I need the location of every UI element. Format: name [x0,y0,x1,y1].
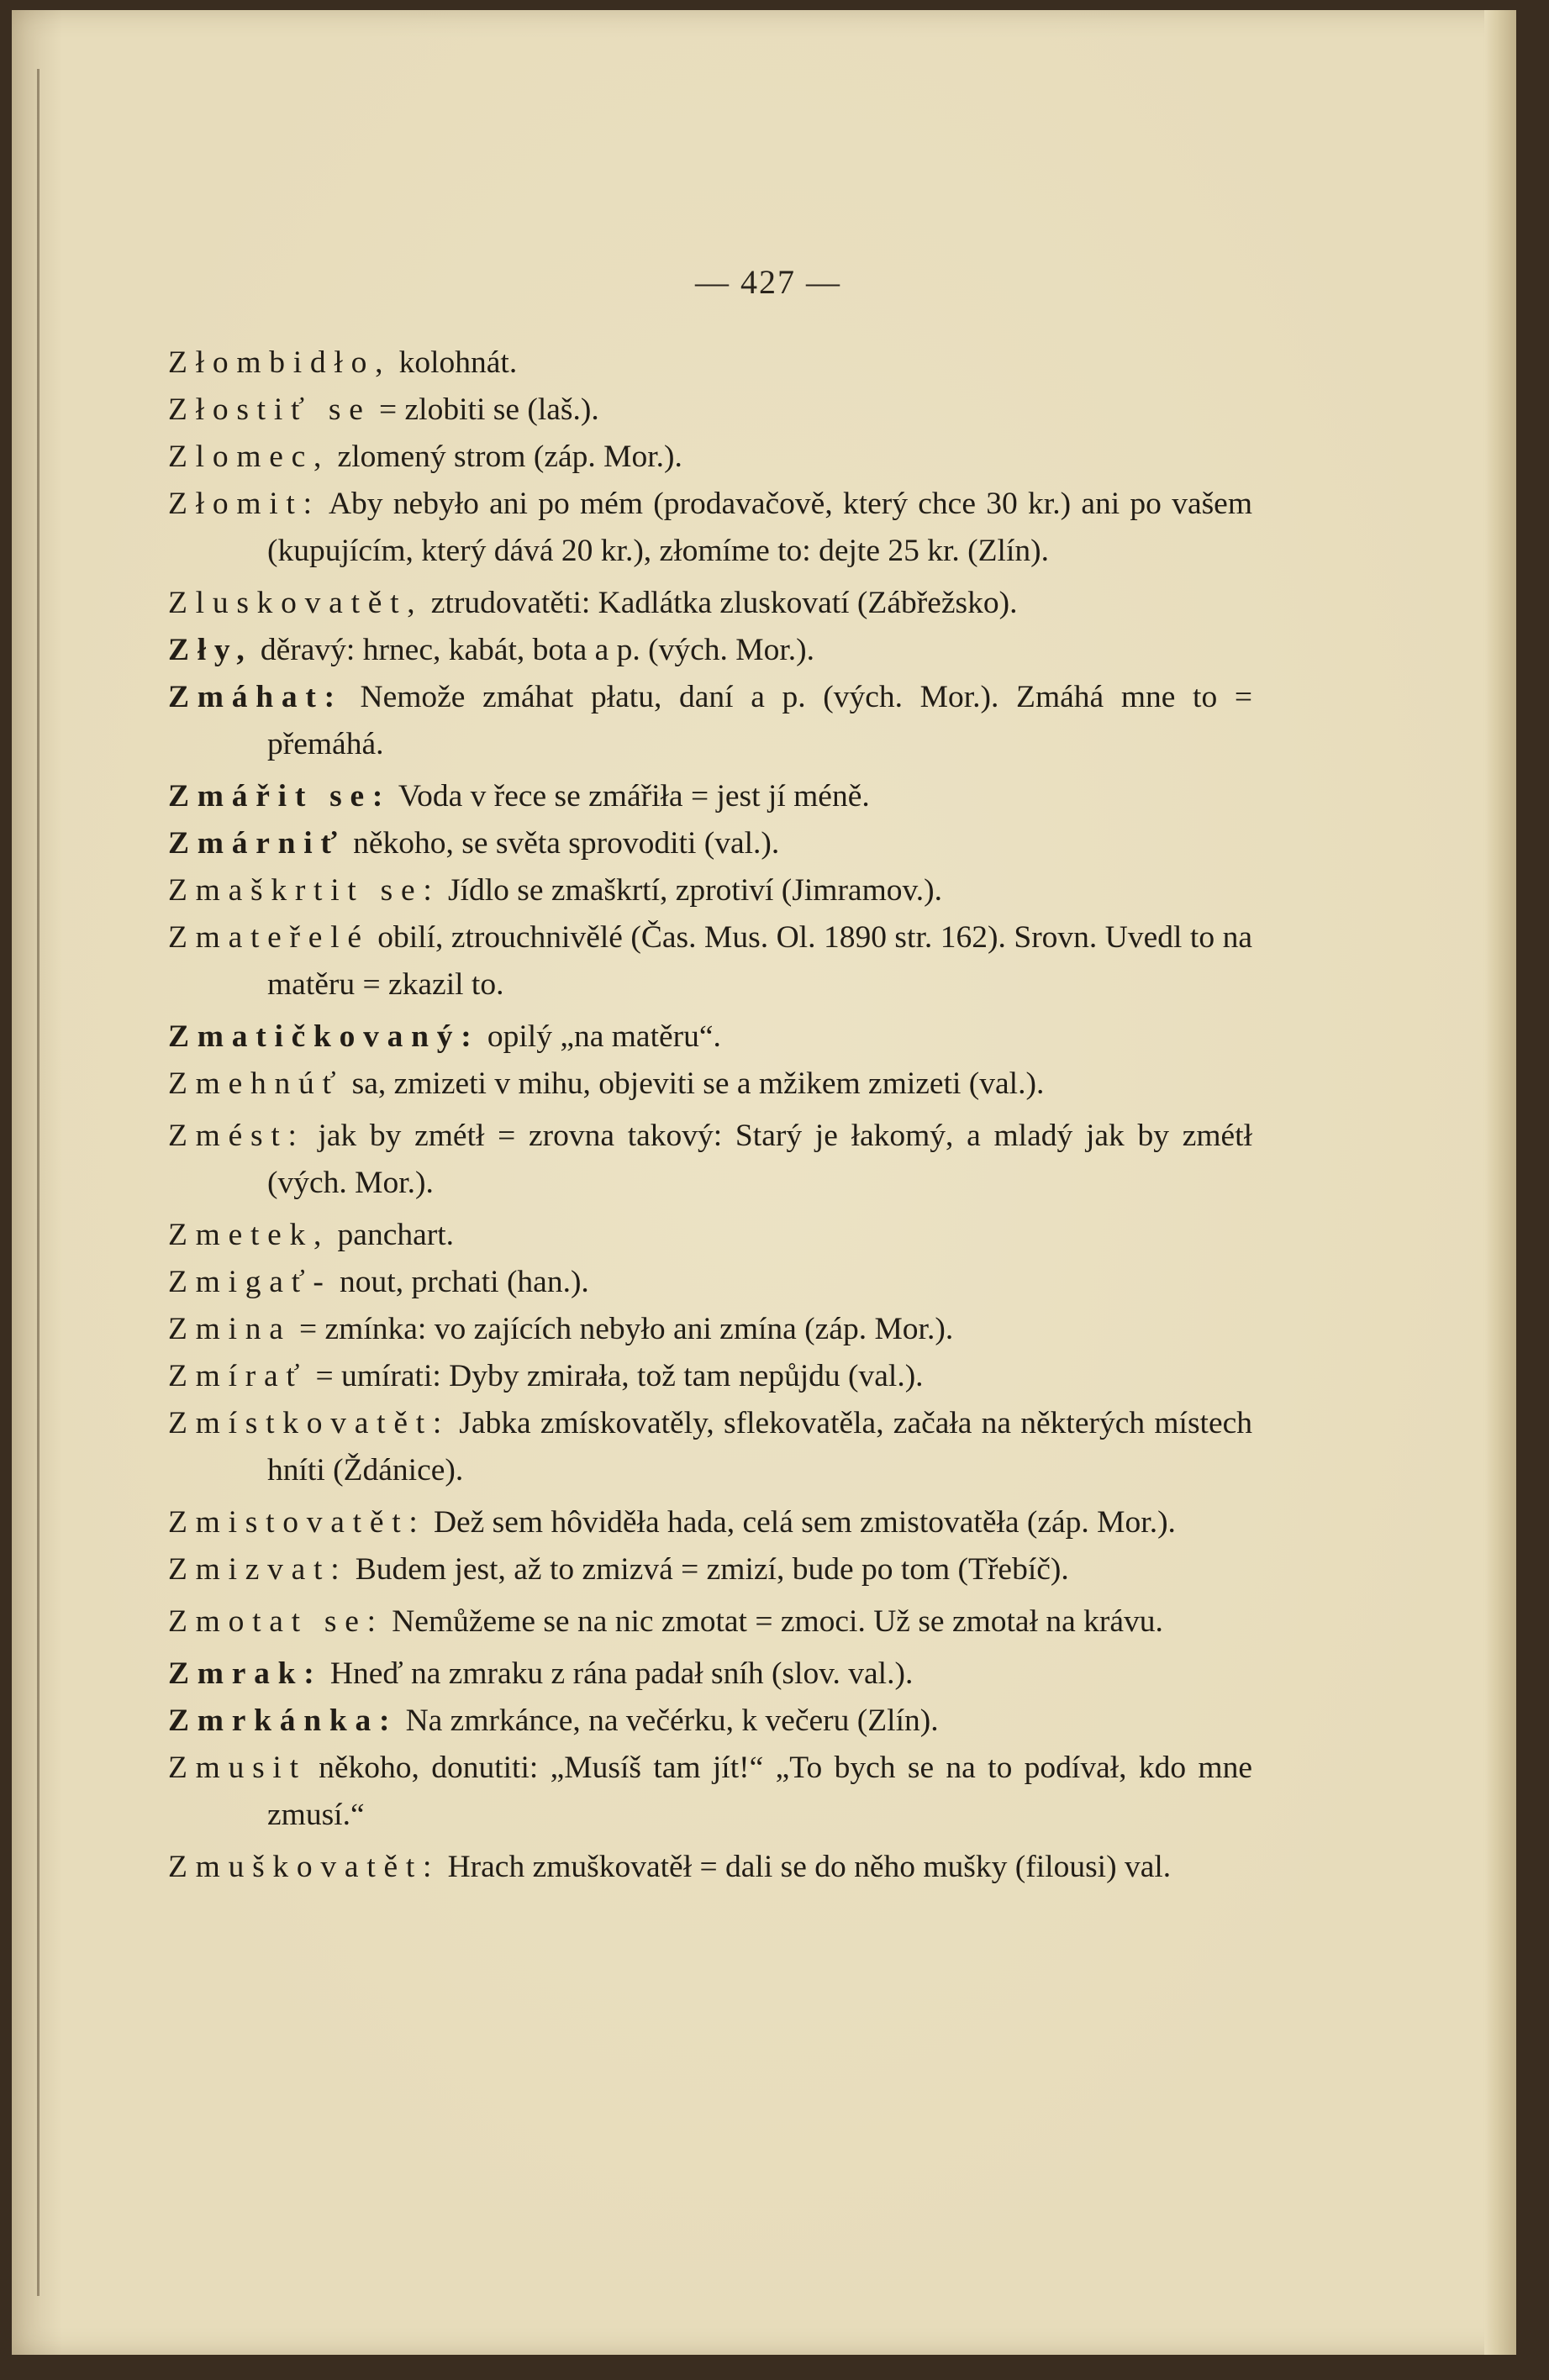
definition: zlomený strom (záp. Mor.). [329,440,682,474]
headword: Złomit: [168,487,320,521]
entry-zluskovatet [168,580,1252,627]
headword: Zmetek, [168,1218,330,1252]
entry-zlomec [168,434,1252,481]
definition: = zmínka: vo zajících nebyło ani zmína (záp. Mor.). [291,1312,954,1346]
entry-zmotat-se [168,1598,1252,1645]
headword: Zmistovatět: [168,1505,426,1540]
headword: Zmigať- [168,1265,332,1299]
headword: Zmina [168,1312,292,1346]
definition: Aby nebyło ani po mém (prodavačově, který chce 30 kr.) ani po vašem (kupujícím, který dává 20 kr.), złomíme to: dejte 25 kr. (Zlín). [267,487,1252,568]
headword: Zmárniť [168,826,345,861]
definition: panchart. [329,1218,455,1252]
entry-zmizvat [168,1546,1252,1593]
definition: Dež sem hôviděła hada, celá sem zmistovatěła (záp. Mor.). [425,1505,1176,1540]
definition: někoho, se světa sprovoditi (val.). [345,826,780,861]
entry-zmarit-se [168,773,1252,820]
headword: Zmateřelé [168,920,370,955]
headword: Zmatičkovaný: [168,1019,480,1054]
entry-zmistkovatet [168,1400,1252,1494]
definition: Nemůžeme se na nic zmotat = zmoci. Už se zmotał na krávu. [383,1604,1163,1639]
entry-zmina [168,1306,1252,1353]
entry-zmrkanka [168,1698,1252,1745]
entry-zmuskovatet [168,1844,1252,1891]
headword: Zmusit [168,1751,307,1785]
entry-zmrak [168,1651,1252,1698]
entry-zly [168,627,1252,674]
headword: Zlomec, [168,440,330,474]
headword: Zmotat se: [168,1604,384,1639]
entry-zmirat [168,1353,1252,1400]
page-number: — 427 — [695,263,841,301]
page-edge-shadow [1484,10,1516,2355]
headword: Zmuškovatět: [168,1850,440,1884]
definition: Jídlo se zmaškrtí, zprotiví (Jimramov.). [440,873,943,908]
headword: Zmářit se: [168,779,392,814]
dictionary-entries [168,340,1252,1891]
entry-zlombidlo [168,340,1252,387]
entry-zmarnit [168,820,1252,867]
definition: = umírati: Dyby zmirała, tož tam nepůjdu (val.). [308,1359,924,1393]
definition: Jabka zmískovatěly, sflekovatěla, začała na některých místech hníti (Ždánice). [267,1406,1252,1488]
headword: Zmaškrtit se: [168,873,440,908]
definition: Voda v řece se zmářiła = jest jí méně. [391,779,870,814]
entry-zmistovatet [168,1499,1252,1546]
definition: kolohnát. [391,345,518,380]
entry-zmaterele [168,914,1252,1008]
definition: Budem jest, až to zmizvá = zmizí, bude po tom (Třebíč). [347,1552,1069,1587]
headword: Zmírať [168,1359,308,1393]
headword: Złombidło, [168,345,392,380]
headword: Zmizvat: [168,1552,348,1587]
headword: Zmést: [168,1119,305,1153]
headword: Zmáhat: [168,680,343,714]
entry-zmest [168,1113,1252,1207]
entry-zlostit-se [168,387,1252,434]
definition: Na zmrkánce, na večérku, k večeru (Zlín). [398,1703,939,1738]
entry-zmatickovany [168,1014,1252,1061]
definition: Hneď na zmraku z rána padał sníh (slov. val.). [322,1656,914,1691]
headword: Zły, [168,633,253,667]
headword: Zmrkánka: [168,1703,398,1738]
entry-zmigat [168,1259,1252,1306]
definition: ztrudovatěti: Kadlátka zluskovatí (Zábřežsko). [423,586,1018,620]
definition: jak by zmétł = zrovna takový: Starý je łakomý, a mladý jak by zmétł (vých. Mor.). [267,1119,1252,1200]
headword: Zmehnúť [168,1066,345,1101]
definition: = zlobiti se (laš.). [371,392,599,427]
entry-zmehnut [168,1061,1252,1108]
definition: děravý: hrnec, kabát, bota a p. (vých. Mor.). [252,633,815,667]
entry-zmaskrtit-se [168,867,1252,914]
definition: sa, zmizeti v mihu, objeviti se a mžikem zmizeti (val.). [344,1066,1045,1101]
headword: Zmrak: [168,1656,323,1691]
headword: Zluskovatět, [168,586,424,620]
binding-gutter-line [37,69,40,2296]
entry-zmusit [168,1745,1252,1839]
headword: Zmístkovatět: [168,1406,450,1440]
definition: nout, prchati (han.). [331,1265,589,1299]
definition: někoho, donutiti: „Musíš tam jít!“ „To bych se na to podívał, kdo mne zmusí.“ [267,1751,1252,1832]
entry-zmahat [168,674,1252,768]
definition: Nemože zmáhat płatu, daní a p. (vých. Mor.). Zmáhá mne to = přemáhá. [267,680,1252,761]
definition: Hrach zmuškovatěł = dali se do něho mušky (filousi) val. [440,1850,1172,1884]
entry-zmetek [168,1212,1252,1259]
definition: obilí, ztrouchnivělé (Čas. Mus. Ol. 1890 str. 162). Srovn. Uvedl to na matěru = zkazil to. [267,920,1252,1002]
definition: opilý „na matěru“. [479,1019,721,1054]
book-page [12,10,1516,2355]
entry-zlomit [168,481,1252,575]
headword: Złostiť se [168,392,371,427]
